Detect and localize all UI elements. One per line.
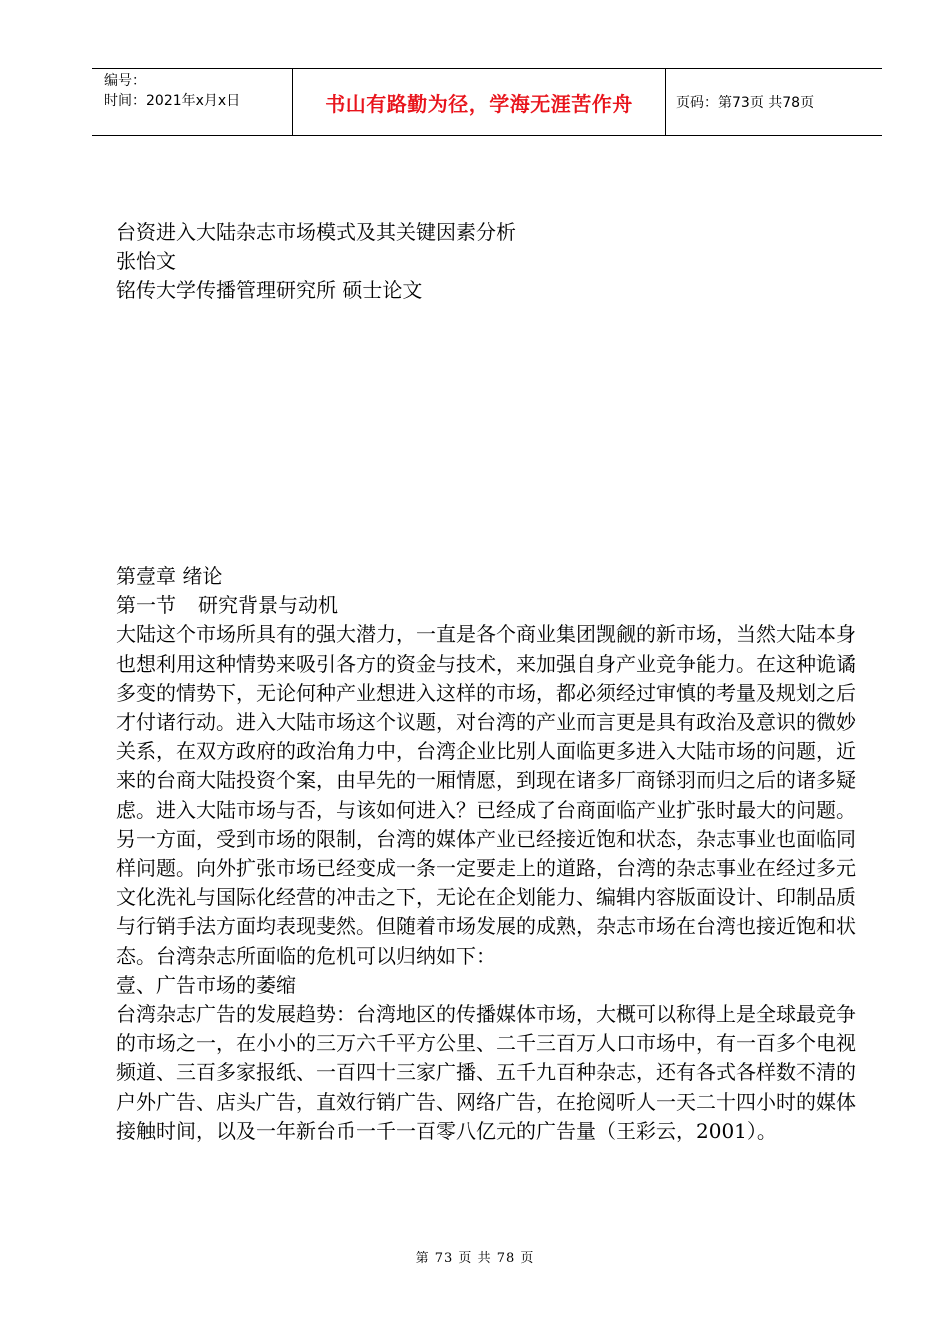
document-author: 张怡文 xyxy=(116,249,176,273)
header-page-info: 页码：第73页 共78页 xyxy=(676,95,815,111)
header-motto: 书山有路勤为径，学海无涯苦作舟 xyxy=(293,69,666,135)
paragraph-1: 大陆这个市场所具有的强大潜力，一直是各个商业集团觊觎的新市场，当然大陆本身也想利用这种情势来吸引各方的资金与技术，来加强自身产业竞争能力。在这种诡谲多变的情势下，无论何种产业想进入这样的市场，都必须经过审慎的考量及规划之后才付诸行动。进入大陆市场这个议题，对台湾的产业而言更是具有政治及意识的微妙关系，在双方政府的政治角力中，台湾企业比别人面临更多进入大陆市场的问题，近来的台商大陆投资个案，由早先的一厢情愿，到现在诸多厂商铩羽而归之后的诸多疑虑。进入大陆市场与否，与该如何进入？已经成了台商面临产业扩张时最大的问题。 xyxy=(116,622,856,822)
section-title: 研究背景与动机 xyxy=(198,593,338,618)
document-affiliation: 铭传大学传播管理研究所 硕士论文 xyxy=(116,278,423,302)
document-title: 台资进入大陆杂志市场模式及其关键因素分析 xyxy=(116,220,516,244)
paragraph-3: 台湾杂志广告的发展趋势：台湾地区的传播媒体市场，大概可以称得上是全球最竞争的市场之一，在小小的三万六千平方公里、二千三百万人口市场中，有一百多个电视频道、三百多家报纸、一百四十三家广播、五千九百种杂志，还有各式各样数不清的户外广告、店头广告，直效行销广告、网络广告，在抢阅听人一天二十四小时的媒体接触时间，以及一年新台币一千一百零八亿元的广告量（王彩云，2001）。 xyxy=(116,1002,856,1143)
section-heading xyxy=(116,591,856,620)
header-time-label: 时间：2021年x月x日 xyxy=(104,93,241,109)
body-text xyxy=(116,562,856,1146)
header-meta-cell xyxy=(92,69,293,135)
page-footer: 第 73 页 共 78 页 xyxy=(415,1251,535,1266)
page-header xyxy=(92,68,882,136)
paragraph-2: 另一方面，受到市场的限制，台湾的媒体产业已经接近饱和状态，杂志事业也面临同样问题。向外扩张市场已经变成一条一定要走上的道路，台湾的杂志事业在经过多元文化洗礼与国际化经营的冲击之下，无论在企划能力、编辑内容版面设计、印制品质与行销手法方面均表现斐然。但随着市场发展的成熟，杂志市场在台湾也接近饱和状态。台湾杂志所面临的危机可以归纳如下： xyxy=(116,826,856,968)
header-number-label: 编号： xyxy=(104,73,146,89)
section-number: 第一节 xyxy=(116,593,176,618)
title-block xyxy=(116,218,516,305)
chapter-heading: 第壹章 绪论 xyxy=(116,564,223,588)
subheading: 壹、广告市场的萎缩 xyxy=(116,972,296,997)
